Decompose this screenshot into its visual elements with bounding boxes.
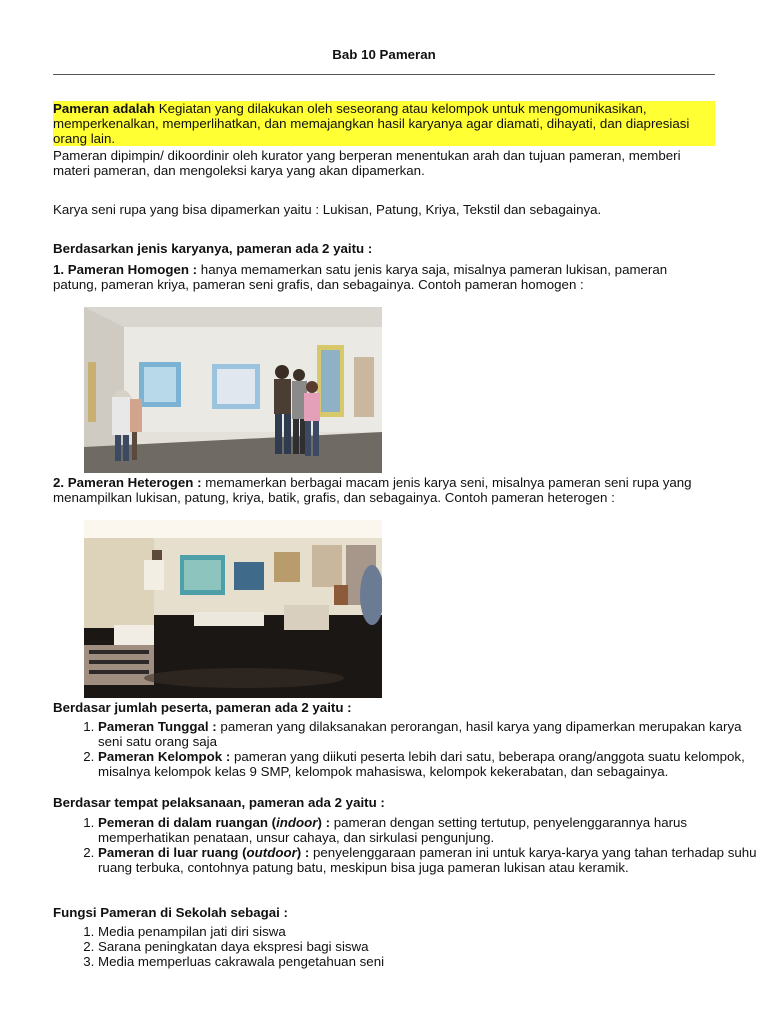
artworks-paragraph: Karya seni rupa yang bisa dipamerkan yaitu : Lukisan, Patung, Kriya, Tekstil dan sebagainya. xyxy=(53,202,602,217)
type-heading: Berdasarkan jenis karyanya, pameran ada 2 yaitu : xyxy=(53,241,373,256)
list-item-text: pameran dengan setting tertutup, penyelenggarannya harus memperhatikan penataan, unsur cahaya, dan sirkulasi pengunjung. xyxy=(98,815,688,845)
functions-heading: Fungsi Pameran di Sekolah sebagai : xyxy=(53,905,288,920)
participants-heading: Berdasar jumlah peserta, pameran ada 2 yaitu : xyxy=(53,700,352,715)
definition-text: Kegiatan yang dilakukan oleh seseorang atau kelompok untuk mengomunikasikan, memperkenalkan, memperlihatkan, dan memajangkan hasil karyanya agar diamati, dihayati, dan diapresiasi orang lain. xyxy=(53,101,690,146)
place-heading: Berdasar tempat pelaksanaan, pameran ada 2 yaitu : xyxy=(53,795,385,810)
heterogen-text: memamerkan berbagai macam jenis karya seni, misalnya pameran seni rupa yang menampilkan lukisan, patung, kriya, batik, grafis, dan sebagainya. Contoh pameran heterogen : xyxy=(53,475,692,505)
participants-list xyxy=(53,719,760,779)
homogen-text: hanya memamerkan satu jenis karya saja, misalnya pameran lukisan, pameran patung, pameran kriya, pameran seni grafis, dan sebagainya. Contoh pameran homogen : xyxy=(53,262,668,292)
list-item xyxy=(98,815,760,845)
list-item-text: pameran yang diikuti peserta lebih dari satu, beberapa orang/anggota suatu kelompok, misalnya kelompok kelas 9 SMP, kelompok mahasiswa, kelompok kekerabatan, dan sebagainya. xyxy=(98,749,745,779)
list-item-label: Pemeran di dalam ruangan (indoor) : xyxy=(98,815,331,830)
list-item-text: pameran yang dilaksanakan perorangan, hasil karya yang dipamerkan merupakan karya seni satu orang saja xyxy=(98,719,742,749)
homogen-paragraph xyxy=(53,262,715,292)
list-item xyxy=(98,719,760,749)
list-item xyxy=(98,845,760,875)
place-list xyxy=(53,815,760,875)
list-item: 3. Media memperluas cakrawala pengetahuan seni xyxy=(98,954,760,969)
page-title: Bab 10 Pameran xyxy=(332,47,436,62)
definition-highlight xyxy=(53,101,715,146)
list-item-label: Pameran Tunggal : xyxy=(98,719,217,734)
curator-paragraph: Pameran dipimpin/ dikoordinir oleh kurator yang berperan menentukan arah dan tujuan pameran, memberi materi pameran, dan mengoleksi karya yang akan dipamerkan. xyxy=(53,148,681,178)
list-item xyxy=(98,749,760,779)
functions-list xyxy=(53,924,760,969)
heterogen-label: 2. Pameran Heterogen : xyxy=(53,475,202,490)
homogen-label: 1. Pameran Homogen : xyxy=(53,262,198,277)
list-item-label: Pameran di luar ruang (outdoor) : xyxy=(98,845,310,860)
list-item-label: Pameran Kelompok : xyxy=(98,749,231,764)
homogen-exhibition-photo xyxy=(84,307,382,473)
definition-term: Pameran adalah xyxy=(53,101,155,116)
list-item: 1. Media penampilan jati diri siswa xyxy=(98,924,760,939)
list-item-text: penyelenggaraan pameran ini untuk karya-karya yang tahan terhadap suhu ruang terbuka, contohnya patung batu, meskipun bisa juga pameran lukisan atau keramik. xyxy=(98,845,757,875)
heterogen-exhibition-photo xyxy=(84,520,382,698)
title-divider xyxy=(53,74,715,75)
list-item: 2. Sarana peningkatan daya ekspresi bagi siswa xyxy=(98,939,760,954)
heterogen-paragraph xyxy=(53,475,715,505)
